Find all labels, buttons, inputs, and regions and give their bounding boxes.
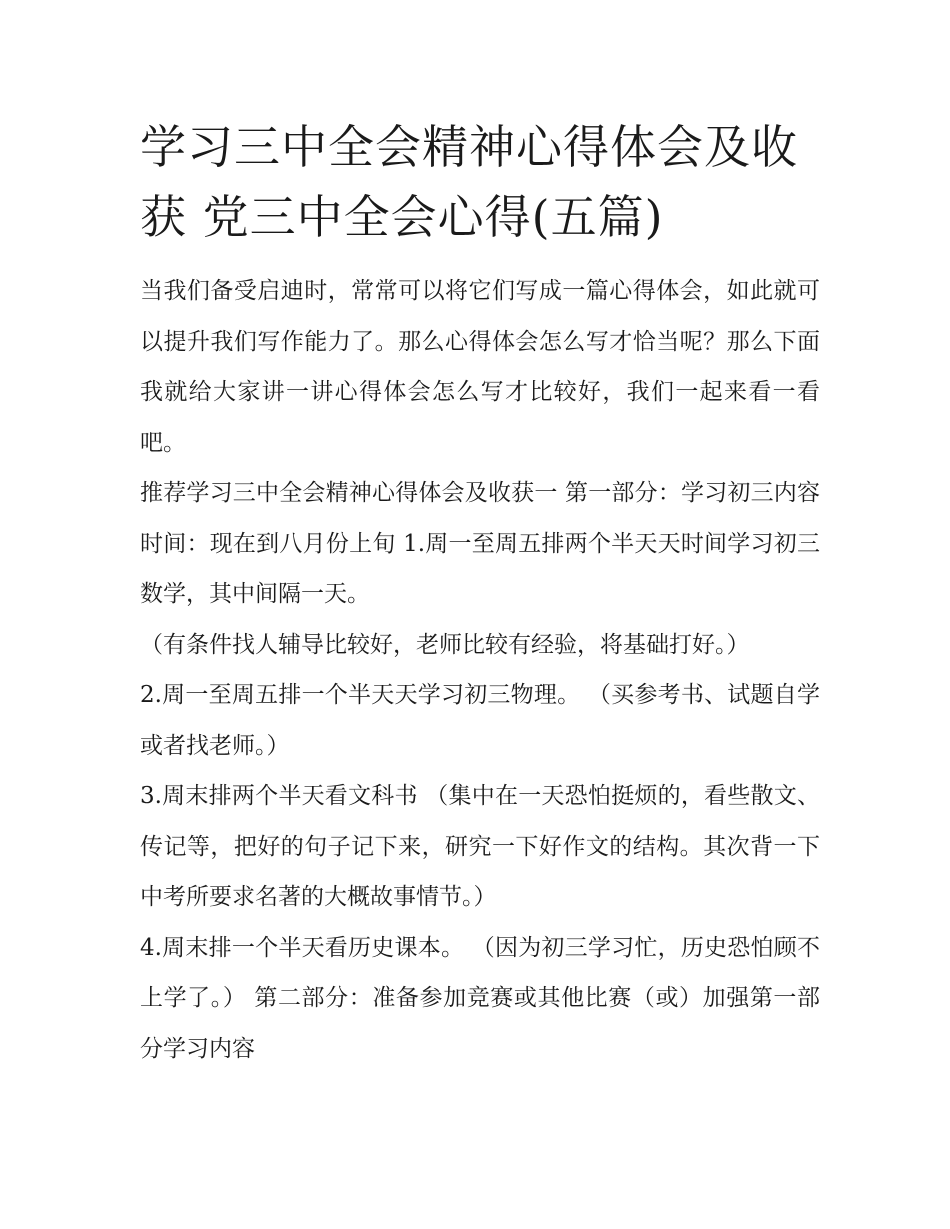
document-page [140, 112, 820, 1074]
paragraph-item-3: 3.周末排两个半天看文科书 （集中在一天恐怕挺烦的，看些散文、传记等，把好的句子记下来，研究一下好作文的结构。其次背一下中考所要求名著的大概故事情节。） [140, 783, 820, 910]
paragraph-intro: 当我们备受启迪时，常常可以将它们写成一篇心得体会，如此就可以提升我们写作能力了。那么心得体会怎么写才恰当呢？那么下面我就给大家讲一讲心得体会怎么写才比较好，我们一起来看一看吧。 [140, 278, 820, 456]
paragraph-note: （有条件找人辅导比较好，老师比较有经验，将基础打好。） [140, 631, 750, 658]
paragraph-item-4: 4.周末排一个半天看历史课本。 （因为初三学习忙，历史恐怕顾不上学了。） 第二部分：准备参加竞赛或其他比赛（或）加强第一部分学习内容 [140, 934, 820, 1062]
paragraph-part-one: 推荐学习三中全会精神心得体会及收获一 第一部分：学习初三内容 时间：现在到八月份上旬 1.周一至周五排两个半天天时间学习初三数学，其中间隔一天。 [140, 480, 820, 607]
paragraph-item-2: 2.周一至周五排一个半天天学习初三物理。 （买参考书、试题自学或者找老师。） [140, 682, 820, 759]
document-title: 学习三中全会精神心得体会及收获 党三中全会心得(五篇) [140, 120, 798, 244]
